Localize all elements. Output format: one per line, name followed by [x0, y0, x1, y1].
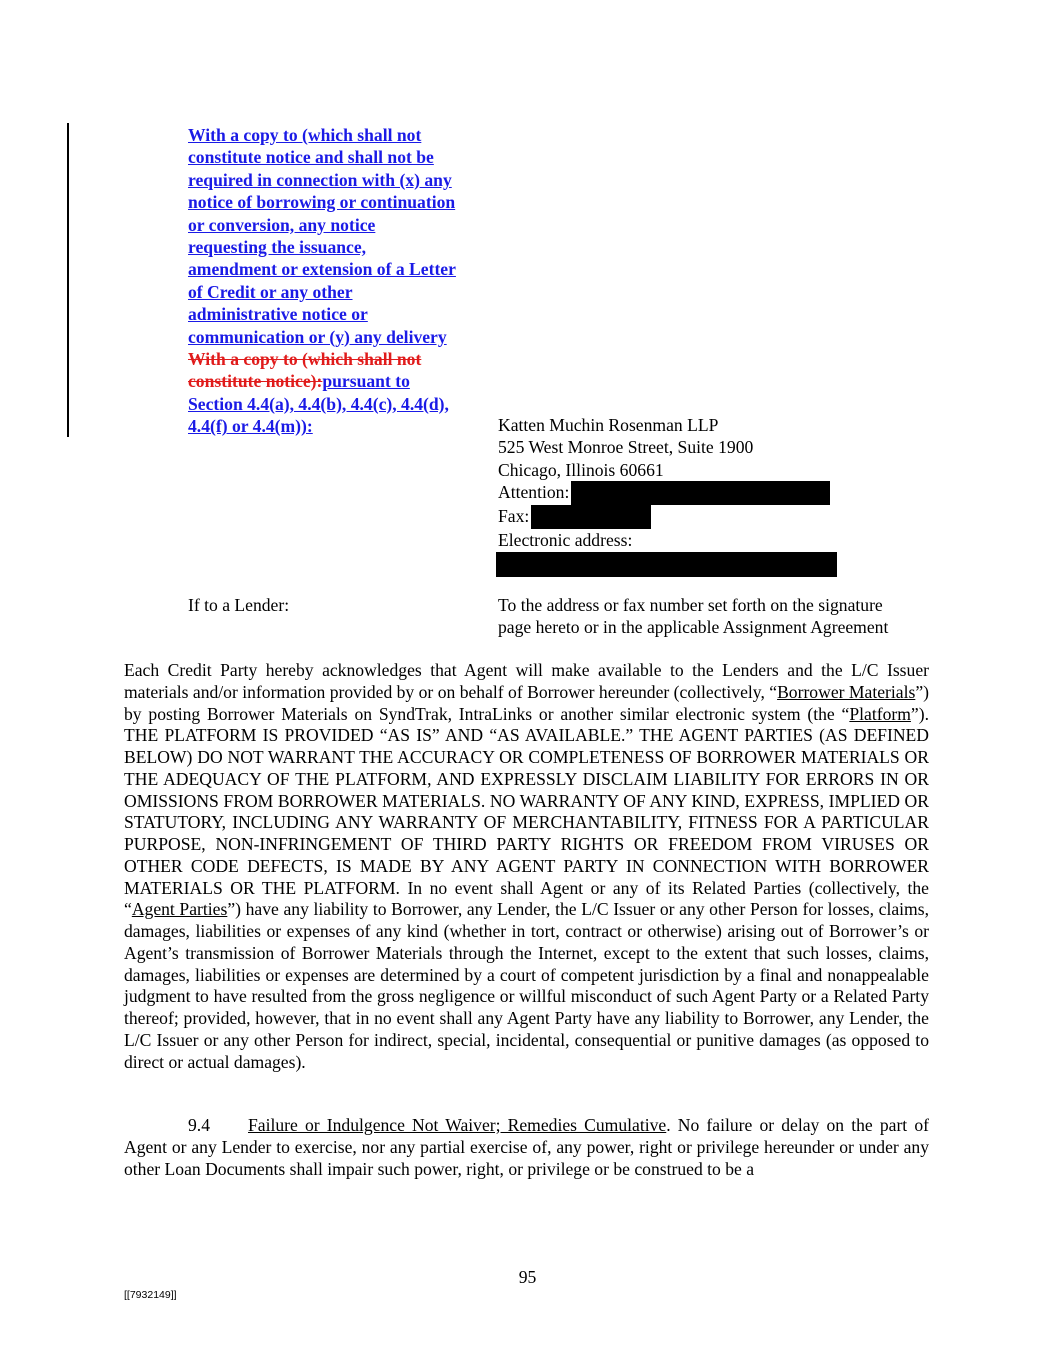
paragraph-text: ”) by posting Borrower Materials on SyndTrak, IntraLinks or another similar electronic system (the “	[124, 681, 929, 724]
street-address: 525 West Monroe Street, Suite 1900	[498, 437, 754, 458]
redaction-box	[496, 552, 837, 577]
attention-label: Attention:	[498, 482, 570, 503]
mixed-line	[188, 370, 488, 392]
notice-copy-block	[188, 124, 488, 438]
redaction-box	[531, 505, 651, 529]
electronic-address-label: Electronic address:	[498, 530, 633, 551]
firm-name: Katten Muchin Rosenman LLP	[498, 415, 719, 435]
section-9-4-paragraph	[124, 1115, 929, 1180]
inserted-line: or conversion, any notice	[188, 214, 376, 235]
inserted-line: constitute notice and shall not be	[188, 147, 434, 168]
inserted-line: required in connection with (x) any	[188, 169, 452, 190]
redaction-box	[571, 481, 830, 505]
platform-paragraph	[124, 660, 929, 1073]
inserted-line: With a copy to (which shall not	[188, 125, 422, 145]
inserted-line: communication or (y) any delivery	[188, 326, 447, 347]
lender-address-line: page hereto or in the applicable Assignment Agreement	[498, 617, 889, 638]
page-number: 95	[518, 1267, 537, 1287]
inserted-line: Section 4.4(a), 4.4(b), 4.4(c), 4.4(d),	[188, 393, 449, 414]
paragraph-text: ”). THE PLATFORM IS PROVIDED “AS IS” AND “AS AVAILABLE.” THE AGENT PARTIES (AS DEFINED BELOW) DO NOT WARRANT THE ACCURACY OR COMPLETENESS OF BORROWER MATERIALS OR THE ADEQUACY OF THE PLATFORM, AND EXPRESSLY DISCLAIM LIABILITY FOR ERRORS IN OR OMISSIONS FROM BORROWER MATERIALS. NO WARRANTY OF ANY KIND, EXPRESS, IMPLIED OR STATUTORY, INCLUDING ANY WARRANTY OF MERCHANTABILITY, FITNESS FOR A PARTICULAR PURPOSE, NON-INFRINGEMENT OF THIRD PARTY RIGHTS OR FREEDOM FROM VIRUSES OR OTHER CODE DEFECTS, IS MADE BY ANY AGENT PARTY IN CONNECTION WITH BORROWER MATERIALS OR THE PLATFORM. In no event shall Agent or any of its Related Parties (collectively, the “	[124, 703, 929, 920]
paragraph-text: Each Credit Party hereby acknowledges that Agent will make available to the Lenders and the L/C Issuer materials and/or information provided by or on behalf of Borrower hereunder (collectively, “	[124, 660, 929, 702]
inserted-line: administrative notice or	[188, 304, 368, 325]
revision-change-bar	[67, 123, 69, 437]
electronic-address-line	[498, 552, 938, 577]
inserted-line: of Credit or any other	[188, 281, 353, 302]
inserted-line: amendment or extension of a Letter	[188, 259, 456, 280]
document-id: [[7932149]]	[124, 1289, 177, 1301]
inserted-text: pursuant to	[322, 371, 410, 392]
inserted-line: notice of borrowing or continuation	[188, 192, 456, 213]
lender-address	[498, 594, 938, 639]
lender-label: If to a Lender:	[188, 595, 290, 615]
defined-term-agent-parties: Agent Parties	[131, 899, 228, 920]
lender-address-line: To the address or fax number set forth on the signature	[498, 595, 883, 615]
inserted-line: requesting the issuance,	[188, 237, 367, 258]
fax-label: Fax:	[498, 506, 530, 527]
paragraph-text: ”) have any liability to Borrower, any Lender, the L/C Issuer or any other Person for losses, claims, damages, liabilities or expenses of any kind (whether in tort, contract or otherwise) arising out of Borrower’s or Agent’s transmission of Borrower Materials through the Internet, except to the extent that such losses, claims, damages, liabilities or expenses are determined by a court of competent jurisdiction by a final and nonappealable judgment to have resulted from the gross negligence or willful misconduct of such Agent Party or a Related Party thereof; provided, however, that in no event shall any Agent Party have any liability to Borrower, any Lender, the L/C Issuer or any other Person for indirect, special, incidental, consequential or punitive damages (as opposed to direct or actual damages).	[124, 899, 929, 1072]
defined-term-borrower-materials: Borrower Materials	[777, 681, 916, 702]
deleted-line: With a copy to (which shall not	[188, 349, 422, 370]
section-body: . No failure or delay on the part of Agent or any Lender to exercise, nor any partial exercise of, any power, right or privilege hereunder or under any other Loan Documents shall impair such power, right, or privilege or be construed to be a	[124, 1115, 929, 1179]
fax-line	[498, 505, 938, 529]
notice-address	[498, 414, 938, 577]
defined-term-platform: Platform	[849, 703, 911, 724]
city-state-zip: Chicago, Illinois 60661	[498, 459, 664, 480]
section-heading: Failure or Indulgence Not Waiver; Remedies Cumulative	[248, 1115, 667, 1135]
inserted-line: 4.4(f) or 4.4(m)):	[188, 416, 313, 437]
attention-line	[498, 481, 938, 505]
deleted-text: constitute notice):	[188, 371, 323, 392]
section-number: 9.4	[188, 1115, 210, 1135]
